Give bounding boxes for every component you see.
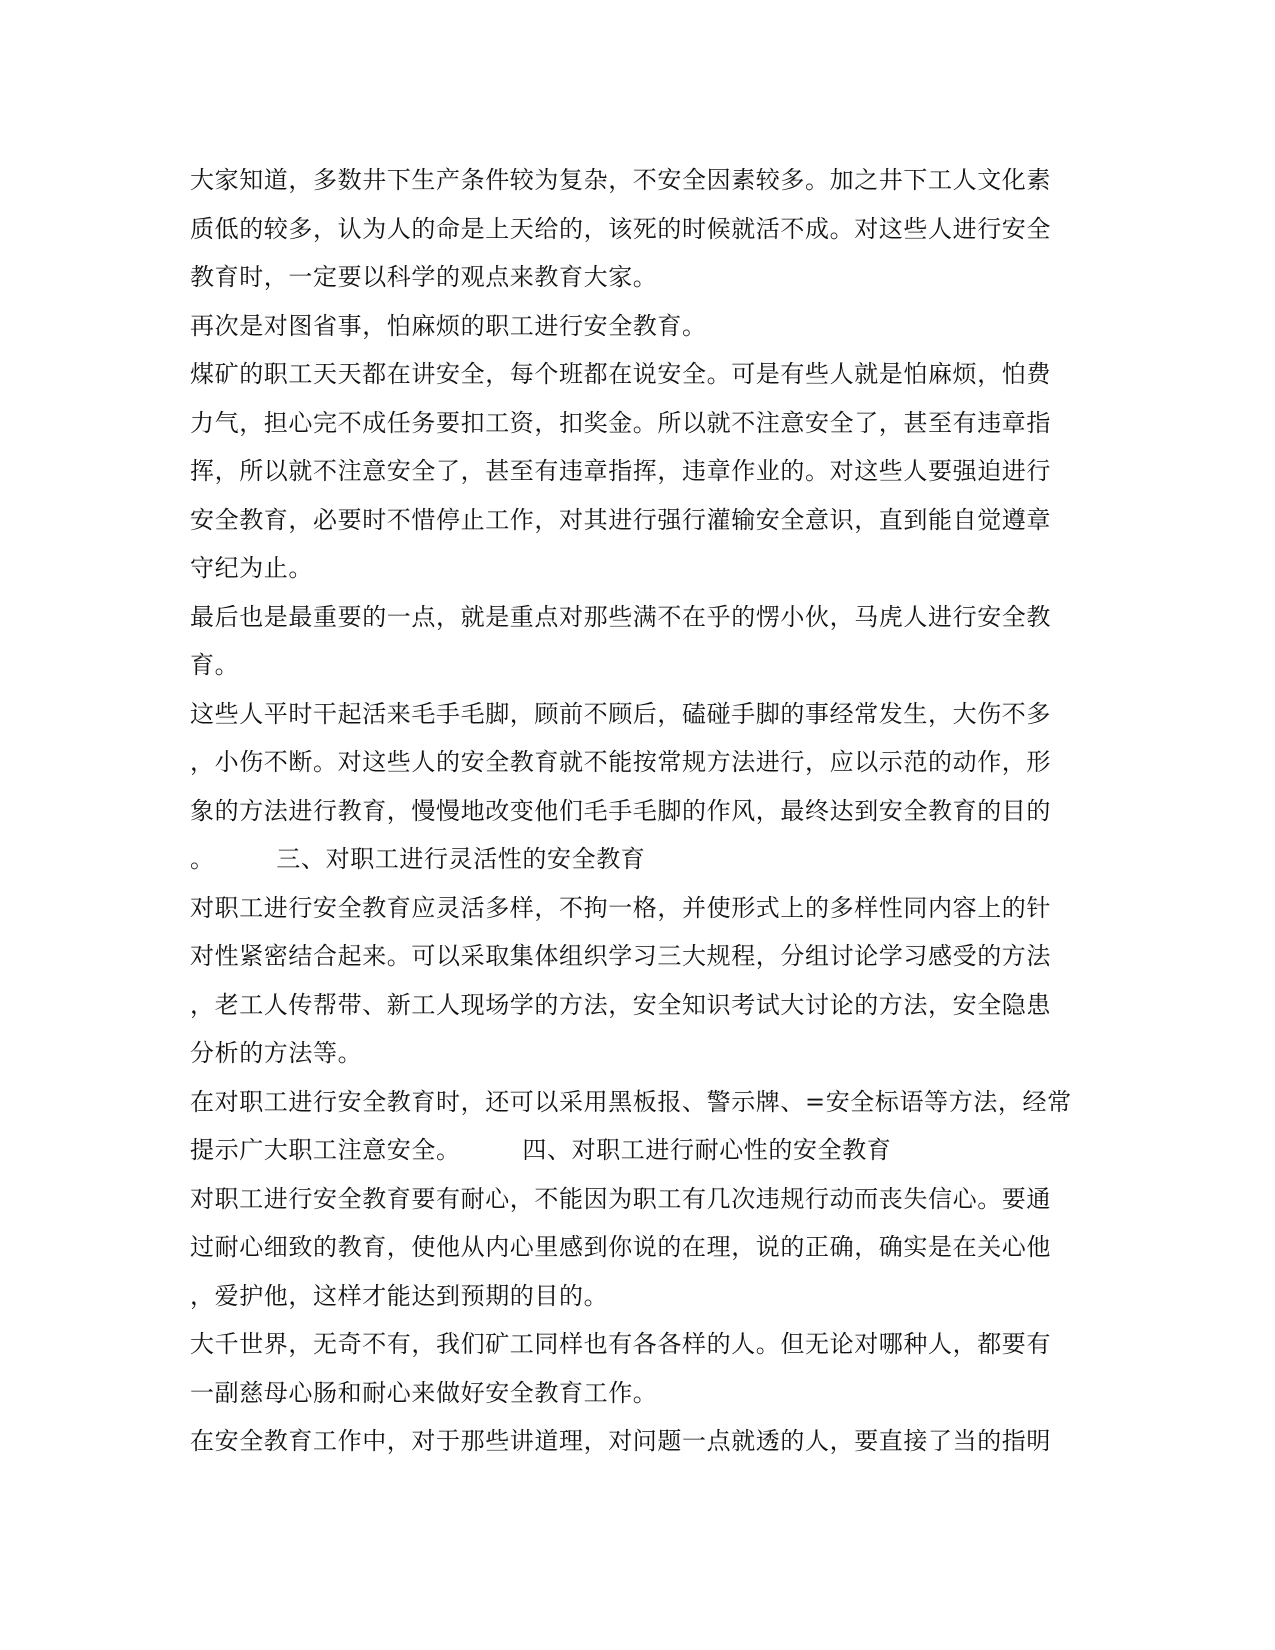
- text-line: 在安全教育工作中，对于那些讲道理，对问题一点就透的人，要直接了当的指明: [190, 1427, 1051, 1455]
- text-line: 大家知道，多数井下生产条件较为复杂，不安全因素较多。加之井下工人文化素: [190, 166, 1051, 194]
- text-line: 象的方法进行教育，慢慢地改变他们毛手毛脚的作风，最终达到安全教育的目的: [190, 796, 1051, 825]
- text-line: 安全教育，必要时不惜停止工作，对其进行强行灌输安全意识，直到能自觉遵章: [190, 505, 1051, 534]
- text-line: 力气，担心完不成任务要扣工资，扣奖金。所以就不注意安全了，甚至有违章指: [190, 408, 1051, 437]
- text-line: 对性紧密结合起来。可以采取集体组织学习三大规程，分组讨论学习感受的方法: [190, 942, 1051, 970]
- text-line: 质低的较多，认为人的命是上天给的，该死的时候就活不成。对这些人进行安全: [190, 214, 1051, 243]
- text-line: 守纪为止。: [190, 554, 313, 582]
- text-line: 对职工进行安全教育要有耐心，不能因为职工有几次违规行动而丧失信心。要通: [190, 1184, 1051, 1213]
- text-line: 对职工进行安全教育应灵活多样，不拘一格，并使形式上的多样性同内容上的针: [190, 893, 1051, 922]
- text-line: ，小伤不断。对这些人的安全教育就不能按常规方法进行，应以示范的动作，形: [190, 748, 1051, 776]
- text-line: ，老工人传帮带、新工人现场学的方法，安全知识考试大讨论的方法，安全隐患: [190, 990, 1051, 1019]
- text-line: 煤矿的职工天天都在讲安全，每个班都在说安全。可是有些人就是怕麻烦，怕费: [190, 360, 1051, 388]
- text-line: 一副慈母心肠和耐心来做好安全教育工作。: [190, 1378, 658, 1407]
- text-line: 这些人平时干起活来毛手毛脚，顾前不顾后，磕碰手脚的事经常发生，大伤不多: [190, 699, 1051, 728]
- section-heading-line: 。 三、对职工进行灵活性的安全教育: [190, 845, 646, 873]
- text-line: 再次是对图省事，怕麻烦的职工进行安全教育。: [190, 311, 707, 340]
- text-line: 分析的方法等。: [190, 1039, 363, 1067]
- text-line: 在对职工进行安全教育时，还可以采用黑板报、警示牌、=安全标语等方法，经常: [190, 1087, 1072, 1116]
- text-line: 最后也是最重要的一点，就是重点对那些满不在乎的愣小伙，马虎人进行安全教: [190, 602, 1051, 631]
- text-line: 大千世界，无奇不有，我们矿工同样也有各各样的人。但无论对哪种人，都要有: [190, 1330, 1051, 1358]
- text-line: ，爱护他，这样才能达到预期的目的。: [190, 1281, 609, 1310]
- text-line: 育。: [190, 651, 240, 679]
- text-line: 挥，所以就不注意安全了，甚至有违章指挥，违章作业的。对这些人要强迫进行: [190, 457, 1051, 485]
- section-heading-line: 提示广大职工注意安全。 四、对职工进行耐心性的安全教育: [190, 1136, 892, 1164]
- text-line: 过耐心细致的教育，使他从内心里感到你说的在理，说的正确，确实是在关心他: [190, 1233, 1051, 1261]
- text-line: 教育时，一定要以科学的观点来教育大家。: [190, 263, 658, 291]
- document-body: [190, 156, 1090, 1466]
